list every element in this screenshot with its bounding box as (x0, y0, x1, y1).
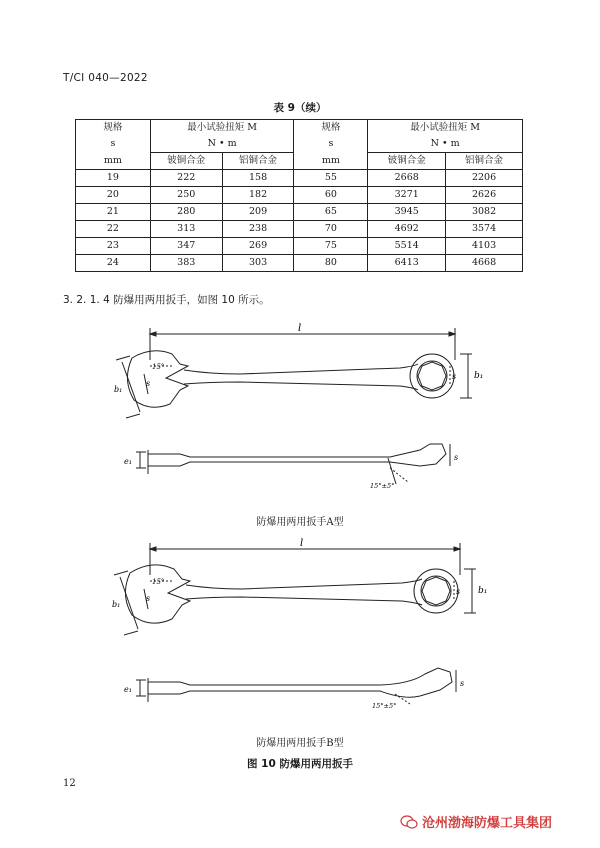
table-cell: 4103 (446, 238, 523, 255)
dim-b1-jaw-label: b₁ (114, 385, 123, 394)
wrench-b-side-drawing (120, 660, 480, 720)
table-cell: 280 (150, 204, 222, 221)
table-cell: 20 (76, 187, 151, 204)
header-bcu-b: 铍铜合金 (368, 153, 446, 170)
torque-table (75, 119, 523, 272)
header-torque-2: N • m (150, 136, 294, 153)
wechat-icon (400, 815, 418, 829)
table-cell: 383 (150, 255, 222, 272)
header-spec-3: mm (76, 153, 151, 170)
dim-e1-label-b: e₁ (124, 685, 132, 694)
table-cell: 2626 (446, 187, 523, 204)
table-row (76, 204, 523, 221)
table-cell: 182 (222, 187, 294, 204)
table-cell: 19 (76, 170, 151, 187)
dim-e1-label-a: e₁ (124, 457, 132, 466)
table-cell: 347 (150, 238, 222, 255)
dim-s-box-label: s (452, 372, 457, 381)
table-cell: 3082 (446, 204, 523, 221)
table-row (76, 255, 523, 272)
angle-15-label-b: 15° (152, 578, 165, 586)
dim-b1-jaw-label-b: b₁ (112, 600, 121, 609)
table-cell: 75 (294, 238, 368, 255)
dim-b1-label: b₁ (474, 371, 484, 381)
table-cell: 23 (76, 238, 151, 255)
table-cell: 70 (294, 221, 368, 238)
table-cell: 303 (222, 255, 294, 272)
table-cell: 158 (222, 170, 294, 187)
dim-s-side-label-a: s (454, 453, 459, 462)
table-cell: 80 (294, 255, 368, 272)
table-cell: 6413 (368, 255, 446, 272)
table-cell: 3945 (368, 204, 446, 221)
header-alcu: 铝铜合金 (222, 153, 294, 170)
wrench-b-top-drawing (100, 535, 500, 645)
clause-text: 3. 2. 1. 4 防爆用两用扳手，如图 10 所示。 (63, 294, 270, 306)
table-cell: 22 (76, 221, 151, 238)
header-spec-2: s (76, 136, 151, 153)
table-cell: 3271 (368, 187, 446, 204)
page-number: 12 (63, 778, 76, 789)
table-cell: 313 (150, 221, 222, 238)
header-spec-2b: s (294, 136, 368, 153)
table-cell: 4668 (446, 255, 523, 272)
figure-title: 图 10 防爆用两用扳手 (247, 758, 353, 770)
dim-l-label: l (298, 323, 302, 334)
table-cell: 24 (76, 255, 151, 272)
dim-b1-label-b: b₁ (478, 586, 488, 596)
header-spec-3b: mm (294, 153, 368, 170)
table-cell: 2668 (368, 170, 446, 187)
tilt-angle-label-b: 15°±5° (372, 702, 397, 710)
table-row (76, 221, 523, 238)
dim-l-label-b: l (300, 538, 304, 549)
table-cell: 3574 (446, 221, 523, 238)
dim-s-side-label-b: s (460, 679, 465, 688)
table-cell: 2206 (446, 170, 523, 187)
watermark (400, 812, 552, 831)
header-spec-1: 规格 (76, 120, 151, 137)
table-cell: 269 (222, 238, 294, 255)
table-row (76, 238, 523, 255)
header-spec-1b: 规格 (294, 120, 368, 137)
table-cell: 238 (222, 221, 294, 238)
dim-s-jaw-label: s (146, 379, 151, 388)
angle-15-label: 15° (152, 363, 165, 371)
header-torque-1b: 最小试验扭矩 M (368, 120, 523, 137)
table-cell: 4692 (368, 221, 446, 238)
table-title: 表 9（续） (273, 102, 327, 114)
table-row (76, 187, 523, 204)
table-cell: 209 (222, 204, 294, 221)
wrench-a-top-drawing (100, 320, 500, 430)
tilt-angle-label-a: 15°±5° (370, 482, 395, 490)
table-row (76, 170, 523, 187)
table-cell: 65 (294, 204, 368, 221)
table-cell: 21 (76, 204, 151, 221)
watermark-text: 沧州渤海防爆工具集团 (422, 816, 553, 831)
table-cell: 5514 (368, 238, 446, 255)
header-torque-1: 最小试验扭矩 M (150, 120, 294, 137)
header-bcu: 铍铜合金 (150, 153, 222, 170)
dim-s-box-label-b: s (456, 587, 461, 596)
header-alcu-b: 铝铜合金 (446, 153, 523, 170)
table-cell: 222 (150, 170, 222, 187)
table-cell: 250 (150, 187, 222, 204)
table-cell: 55 (294, 170, 368, 187)
caption-type-a: 防爆用两用扳手A型 (256, 517, 344, 528)
dim-s-jaw-label-b: s (146, 594, 151, 603)
caption-type-b: 防爆用两用扳手B型 (256, 738, 344, 749)
standard-code: T/CI 040—2022 (63, 72, 148, 84)
table-cell: 60 (294, 187, 368, 204)
header-torque-2b: N • m (368, 136, 523, 153)
wrench-a-side-drawing (120, 432, 480, 492)
